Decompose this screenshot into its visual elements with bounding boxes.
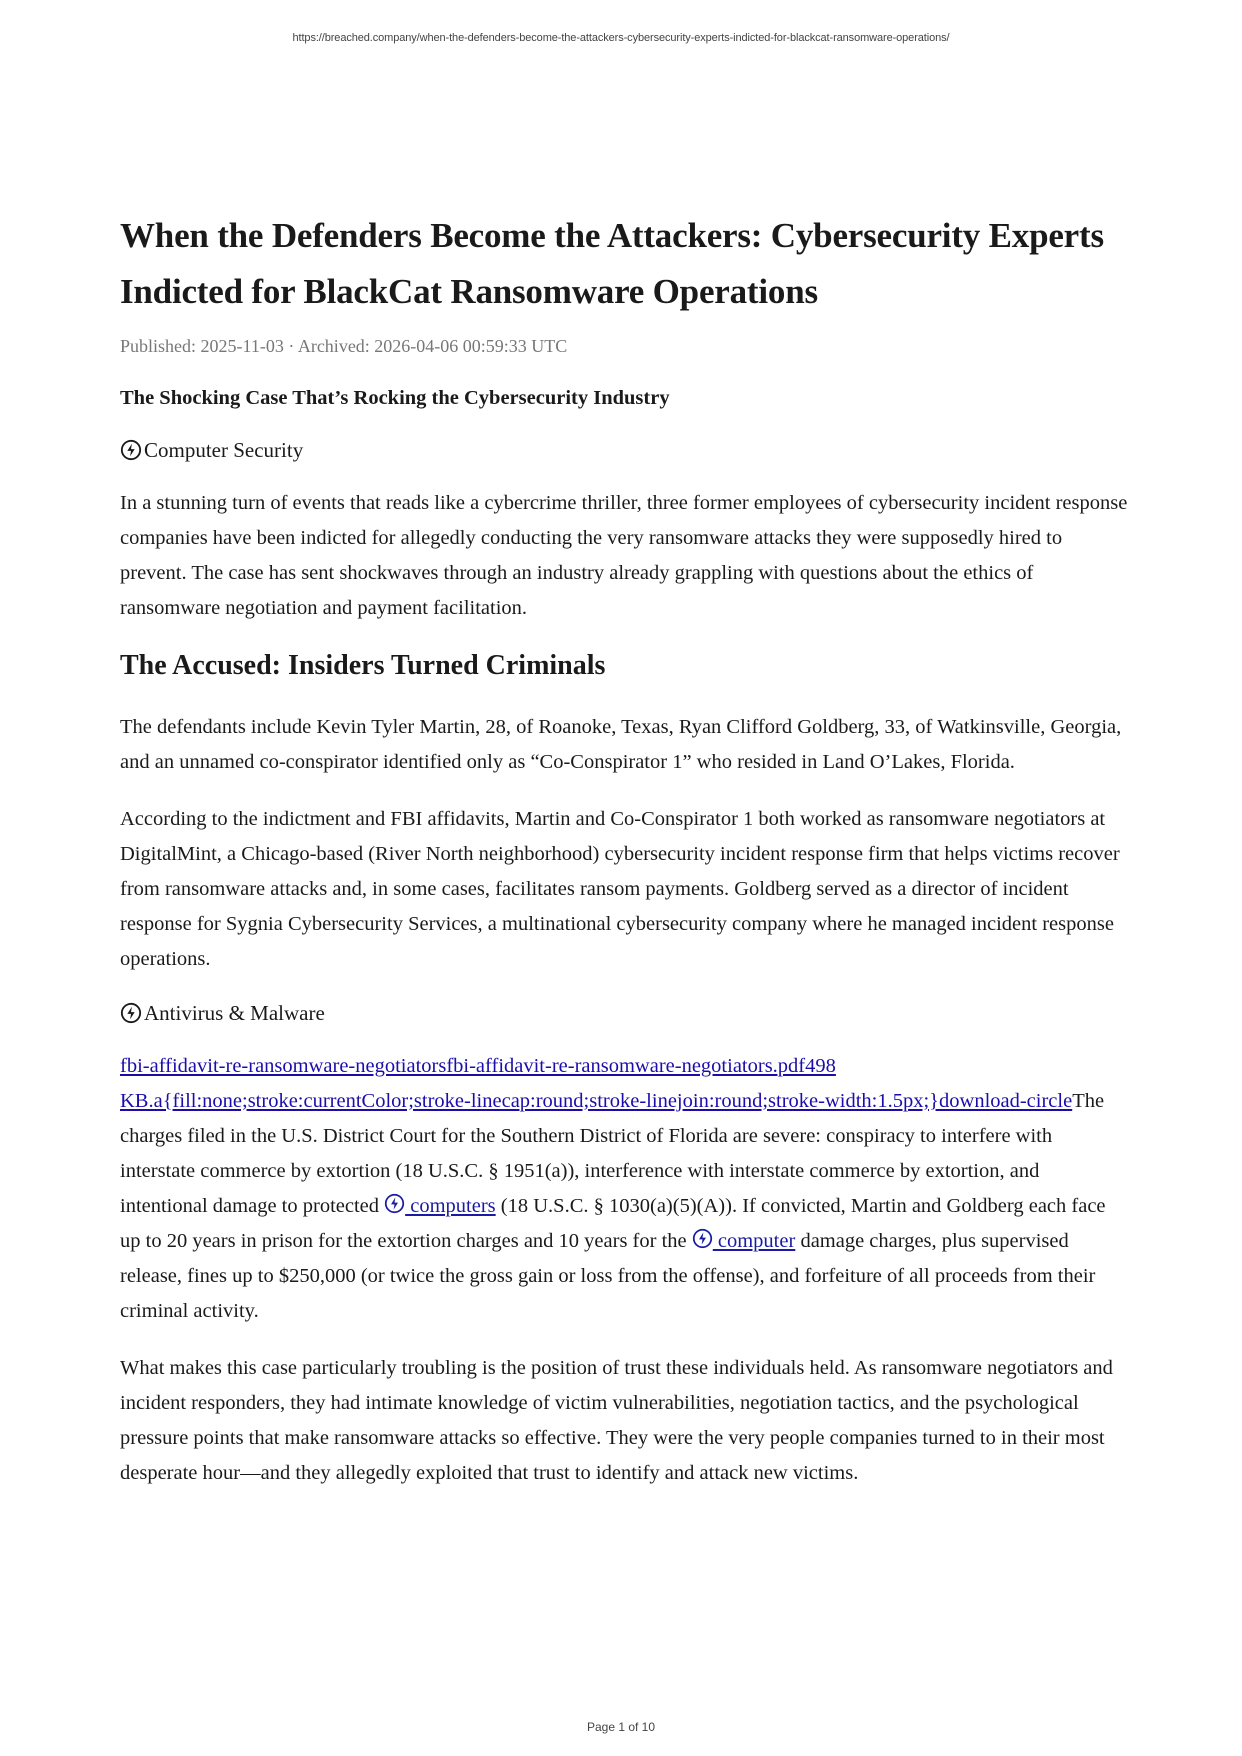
lightning-circle-icon (384, 1193, 405, 1214)
article-body (120, 208, 1130, 1513)
charges-paragraph: fbi-affidavit-re-ransomware-negotiatorsfbi-affidavit-re-ransomware-negotiators.pdf498 KB.a{fill:none;stroke:currentColor;stroke-linecap:round;stroke-linejoin:round;stroke-width:1.5px;}download-circleThe charges filed in the U.S. District Court for the Southern District of Florida are severe: conspiracy to interfere with interstate commerce by extortion (18 U.S.C. § 1951(a)), interference with interstate commerce by extortion, and intentional damage to protected computers (18 U.S.C. § 1030(a)(5)(A)). If convicted, Martin and Goldberg each face up to 20 years in prison for the extortion charges and 10 years for the computer damage charges, plus supervised release, fines up to $250,000 (or twice the gross gain or loss from the offense), and forfeiture of all proceeds from their criminal activity. (120, 1055, 1106, 1322)
computers-link[interactable]: computers (384, 1195, 496, 1217)
article-title: When the Defenders Become the Attackers: Cybersecurity Experts Indicted for BlackCat Ransomware Operations (120, 216, 1104, 311)
defendants-paragraph: The defendants include Kevin Tyler Martin, 28, of Roanoke, Texas, Ryan Clifford Goldberg, 33, of Watkinsville, Georgia, and an unnamed co-conspirator identified only as “Co-Conspirator 1” who resided in Land O’Lakes, Florida. (120, 716, 1122, 773)
computer-link[interactable]: computer (692, 1230, 796, 1252)
category-tag-antivirus-malware[interactable] (120, 999, 1130, 1027)
section-heading-accused: The Accused: Insiders Turned Criminals (120, 650, 606, 681)
category-label: Antivirus & Malware (144, 1001, 325, 1025)
affidavit-download-link[interactable]: fbi-affidavit-re-ransomware-negotiatorsfbi-affidavit-re-ransomware-negotiators.pdf498 KB.a{fill:none;stroke:currentColor;stroke-linecap:round;stroke-linejoin:round;stroke-width:1.5px;}download-circle (120, 1055, 1073, 1112)
publish-meta: Published: 2025-11-03 · Archived: 2026-04-06 00:59:33 UTC (120, 336, 568, 356)
article-subtitle: The Shocking Case That’s Rocking the Cybersecurity Industry (120, 387, 670, 409)
category-tag-computer-security[interactable] (120, 436, 1130, 464)
indictment-paragraph: According to the indictment and FBI affidavits, Martin and Co-Conspirator 1 both worked as ransomware negotiators at DigitalMint, a Chicago-based (River North neighborhood) cybersecurity incident response firm that helps victims recover from ransomware attacks and, in some cases, facilitates ransom payments. Goldberg served as a director of incident response for Sygnia Cybersecurity Services, a multinational cybersecurity company where he managed incident response operations. (120, 808, 1120, 970)
trust-paragraph: What makes this case particularly troubling is the position of trust these individuals held. As ransomware negotiators and incident responders, they had intimate knowledge of victim vulnerabilities, negotiation tactics, and the psychological pressure points that make ransomware attacks so effective. They were the very people companies turned to in their most desperate hour—and they allegedly exploited that trust to identify and attack new victims. (120, 1357, 1113, 1484)
lightning-circle-icon (692, 1228, 713, 1249)
intro-paragraph: In a stunning turn of events that reads like a cybercrime thriller, three former employees of cybersecurity incident response companies have been indicted for allegedly conducting the very ransomware attacks they were supposedly hired to prevent. The case has sent shockwaves through an industry already grappling with questions about the ethics of ransomware negotiation and payment facilitation. (120, 492, 1128, 619)
category-label: Computer Security (144, 438, 304, 462)
page-url-header: https://breached.company/when-the-defenders-become-the-attackers-cybersecurity-experts-indicted-for-blackcat-ransomware-operations/ (292, 32, 950, 44)
page-number: Page 1 of 10 (586, 1720, 656, 1734)
lightning-circle-icon (120, 439, 142, 461)
lightning-circle-icon (120, 1002, 142, 1024)
